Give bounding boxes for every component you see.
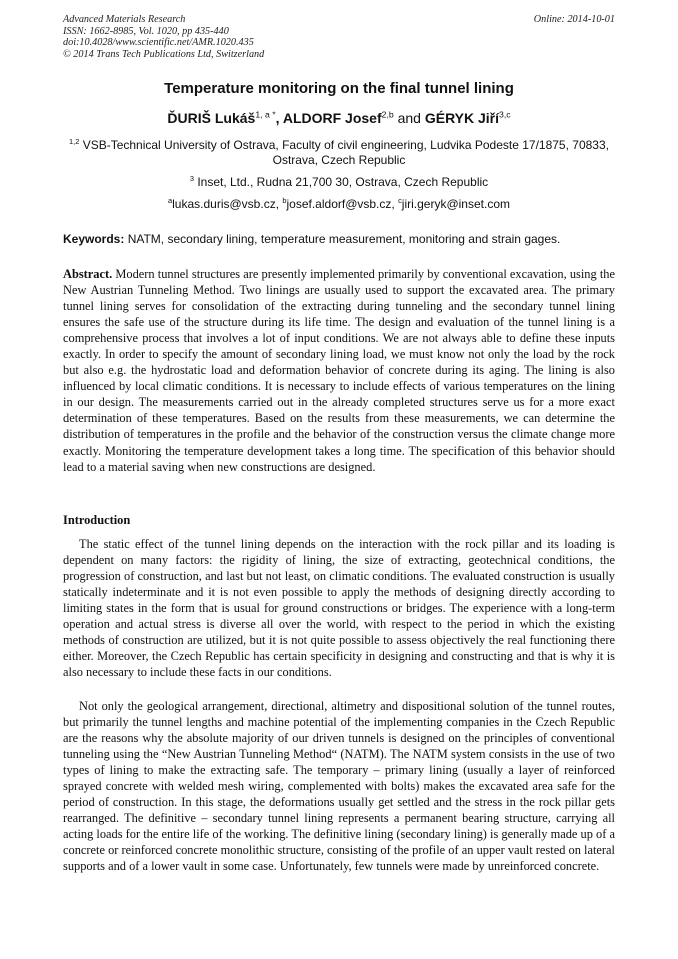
copyright-line: © 2014 Trans Tech Publications Ltd, Switzerland <box>63 48 265 60</box>
online-date: Online: 2014-10-01 <box>533 14 615 25</box>
email-sup: b <box>282 196 287 205</box>
affiliation-sup: 3 <box>189 174 194 183</box>
email-link[interactable]: lukas.duris@vsb.cz, <box>172 197 283 211</box>
affiliation-text: Inset, Ltd., Rudna 21,700 30, Ostrava, Czech Republic <box>197 175 489 189</box>
author-sup: 2,b <box>381 109 394 120</box>
keywords-text: NATM, secondary lining, temperature measurement, monitoring and strain gages. <box>124 232 561 246</box>
author-separator: , <box>275 110 283 126</box>
journal-name: Advanced Materials Research <box>63 14 186 25</box>
author-separator: and <box>393 110 425 126</box>
author-name: GÉRYK Jiří <box>424 110 500 126</box>
affiliation-text: VSB-Technical University of Ostrava, Faculty of civil engineering, Ludvika Podeste 17/1875, 70833, Ostrava, Czech Republic <box>82 138 609 167</box>
doi-line: doi:10.4028/www.scientific.net/AMR.1020.435 <box>63 37 254 49</box>
email-link[interactable]: jiri.geryk@inset.com <box>401 197 510 211</box>
section-heading: Introduction <box>63 513 131 527</box>
author-sup: 3,c <box>499 109 511 120</box>
email-sup: c <box>398 196 402 205</box>
email-link[interactable]: josef.aldorf@vsb.cz, <box>286 197 399 211</box>
body-paragraph: The static effect of the tunnel lining depends on the interaction with the rock pillar and its loading is dependent on many factors: the rigidity of lining, the size of extracting, geotechnical conditions, the progression of construction, and last but not least, on climatic conditions. The evaluated construction is usually statically indeterminate and it is not even possible to apply the methods of designing directly according to limiting states in the form that is usual for ground constructions or bridges. The experience with a long-term operation and actual stress is diverse all over the world, with respect to the period in which the existing methods of construction are utilized, but it is not quite possible to assess objectively the real functioning there either. Moreover, the Czech Republic has certain specificity in designing and constructing and that is why it is also necessary to include these facts in our conditions. <box>63 537 615 680</box>
author-sup: 1, a * <box>255 109 276 120</box>
issn-line: ISSN: 1662-8985, Vol. 1020, pp 435-440 <box>63 25 229 37</box>
affiliation-sup: 1,2 <box>69 137 80 146</box>
body-paragraph: Not only the geological arrangement, directional, altimetry and dispositional solution of the tunnel routes, but primarily the tunnel lengths and machine potential of the implementing companies in the Czech Republic are the reasons why the absolute majority of our driven tunnels is designed on the principles of conventional tunneling using the “New Austrian Tunneling Method“ (NATM). The NATM system consists in the use of two types of lining to make the extracting safe. The temporary – primary lining (usually a layer of reinforced sprayed concrete with welded mesh wiring, complemented with bolts) makes the excavated area safe for the period of construction. In this stage, the deformations usually get settled and the stress in the rock pillar gets rearranged. The definitive – secondary tunnel lining represents a permanent bearing structure, carrying all acting loads for the entire life of the working. The definitive lining (secondary lining) is generally made up of a concrete or reinforced concrete monolithic structure, consisting of the profile of an upper vault rested on lateral supports and of a lower vault in some case. Unfortunately, few tunnels were made by unreinforced concrete. <box>63 699 615 874</box>
author-list <box>40 110 638 126</box>
author-name: ĎURIŠ Lukáš <box>167 110 256 126</box>
abstract-label: Abstract. <box>63 267 113 281</box>
email-sup: a <box>168 196 173 205</box>
journal-header <box>63 14 615 60</box>
keywords-label: Keywords: <box>63 232 125 246</box>
abstract-text: Modern tunnel structures are presently implemented primarily by conventional excavation, using the New Austrian Tunneling Method. Two linings are usually used to support the excavated area. The primary tunnel lining serves for consolidation of the extracting during tunneling and the secondary tunnel lining ensures the safe use of the structure during its life time. The design and evaluation of the tunnel lining is a comprehensive process that involves a lot of input conditions. We are not always able to define these inputs exactly. In order to specify the amount of secondary lining load, we must know not only the load by the rock but also e.g. the hydrostatic load and deformation behavior of concrete during its aging. The lining is also influenced by local climatic conditions. It is necessary to include effects of various temperatures on the lining in our design. The measurements carried out in the already completed structures serve us for a more exact determination of these temperatures. Based on the results from these measurements, we can determine the distribution of temperatures in the profile and the behavior of the construction versus the climate change more exactly. Monitoring the temperature development takes a long time. The specification of this behavior should lead to a material saving when new constructions are designed. <box>63 267 615 474</box>
abstract <box>63 266 615 475</box>
author-name: ALDORF Josef <box>282 110 382 126</box>
email-list <box>63 197 615 212</box>
paper-title: Temperature monitoring on the final tunnel lining <box>164 80 514 97</box>
affiliation <box>63 175 615 190</box>
affiliation <box>63 138 615 168</box>
keywords <box>63 232 615 246</box>
